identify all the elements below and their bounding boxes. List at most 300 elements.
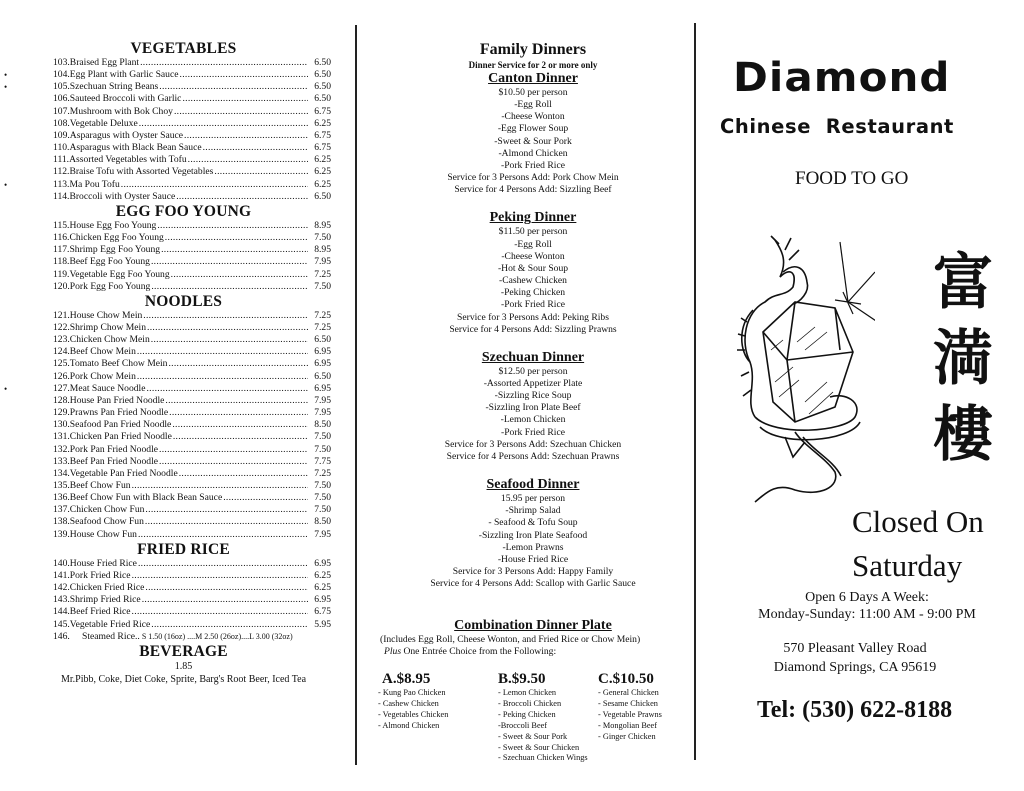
item-name: Shrimp Egg Foo Young <box>69 244 161 256</box>
leader-dots <box>157 220 308 232</box>
dinner-add-3: Service for 3 Persons Add: Pork Chow Mein <box>447 172 619 184</box>
menu-item <box>36 154 331 166</box>
dinner-add-4: Service for 4 Persons Add: Scallop with Garlic Sauce <box>430 578 636 590</box>
item-price: 7.50 <box>314 431 331 443</box>
item-price: 6.50 <box>314 69 331 81</box>
combo-price: C.$10.50 <box>598 671 654 687</box>
item-number: 122. <box>53 321 70 333</box>
leader-dots <box>165 395 308 407</box>
menu-item <box>36 606 331 618</box>
menu-item <box>36 334 331 346</box>
tagline: FOOD TO GO <box>795 168 909 189</box>
item-price: 6.95 <box>314 594 331 606</box>
menu-item <box>36 516 331 528</box>
dinner-price: 15.95 per person <box>500 493 566 505</box>
dinner-item: -Egg Roll <box>514 238 552 250</box>
dinner-title: Seafood Dinner <box>486 477 580 493</box>
hours-line1: Open 6 Days A Week: <box>805 590 929 605</box>
dinner-title: Szechuan Dinner <box>481 349 585 365</box>
leader-dots <box>174 106 308 118</box>
leader-dots <box>168 358 308 370</box>
item-name: Tomato Beef Chow Mein <box>69 358 168 370</box>
beverage-title: BEVERAGE <box>139 642 228 660</box>
item-name: Vegetable Egg Foo Young <box>69 268 170 280</box>
item-number: 126. <box>53 370 70 382</box>
item-name: Beef Chow Fun with Black Bean Sauce <box>69 492 223 504</box>
item-number: 112. <box>53 166 70 178</box>
item-number: 125. <box>53 358 70 370</box>
dinner-item: -Pork Fried Rice <box>501 159 565 171</box>
dinner-item: -House Fried Rice <box>497 553 569 565</box>
item-price: 5.95 <box>314 618 331 630</box>
menu-item <box>36 191 331 203</box>
dinner-item: -Pork Fried Rice <box>501 299 565 311</box>
combo-item: - Lemon Chicken <box>498 688 557 697</box>
leader-dots <box>214 166 308 178</box>
item-name: Beef Pan Fried Noodle <box>69 455 158 467</box>
item-number: 136. <box>53 492 70 504</box>
combination-note-plus <box>372 646 694 658</box>
beverage-price: 1.85 <box>174 660 193 672</box>
dinner-item: -Shrimp Salad <box>505 505 561 517</box>
menu-item <box>36 220 331 232</box>
leader-dots <box>139 118 308 130</box>
menu-item <box>36 594 331 606</box>
spicy-marker-icon: • <box>4 70 8 81</box>
combo-option <box>378 670 448 732</box>
leader-dots <box>147 322 308 334</box>
combo-option <box>498 670 588 764</box>
item-number: 124. <box>53 346 70 358</box>
item-name: Chicken Fried Rice <box>69 582 145 594</box>
menu-item <box>36 244 331 256</box>
item-price: 8.50 <box>314 516 331 528</box>
menu-item <box>36 346 331 358</box>
item-name: House Fried Rice <box>69 557 137 569</box>
leader-dots <box>171 269 308 281</box>
dinner-item: - Seafood & Tofu Soup <box>488 517 578 529</box>
item-price: 6.75 <box>314 129 331 141</box>
item-name: Asparagus with Oyster Sauce <box>69 129 184 141</box>
family-dinners-column <box>372 40 694 590</box>
leader-dots <box>146 383 308 395</box>
menu-item <box>36 358 331 370</box>
item-name: Chicken Egg Foo Young <box>69 232 164 244</box>
item-name: Sauteed Broccoli with Garlic <box>69 93 182 105</box>
item-price: 6.75 <box>314 142 331 154</box>
item-number: 120. <box>53 280 70 292</box>
menu-item <box>36 570 331 582</box>
item-number: 129. <box>53 407 70 419</box>
leader-dots <box>132 570 308 582</box>
section-title: FRIED RICE <box>137 540 230 558</box>
menu-item <box>36 395 331 407</box>
item-number: 117. <box>53 244 70 256</box>
item-price: 7.25 <box>314 467 331 479</box>
menu-item <box>36 310 331 322</box>
menu-item <box>36 256 331 268</box>
item-price: 6.95 <box>314 358 331 370</box>
item-name: Chicken Chow Mein <box>69 334 150 346</box>
item-price: 6.50 <box>314 81 331 93</box>
leader-dots <box>173 431 308 443</box>
item-name: Asparagus with Black Bean Sauce <box>69 142 202 154</box>
menu-item <box>36 281 331 293</box>
item-name: Pork Chow Mein <box>69 370 136 382</box>
item-price: 7.50 <box>314 480 331 491</box>
leader-dots <box>121 179 308 191</box>
item-number: 119. <box>53 268 70 280</box>
dinner-item: -Cashew Chicken <box>499 275 567 287</box>
item-number: 103. <box>53 57 70 68</box>
leader-dots <box>151 256 308 268</box>
item-number: 118. <box>53 256 70 268</box>
item-number: 133. <box>53 455 70 467</box>
dragon-diamond-illustration <box>735 232 875 507</box>
item-price: 7.50 <box>314 492 331 504</box>
menu-item <box>36 558 331 570</box>
combo-item: -Broccoli Beef <box>498 720 548 730</box>
column-divider-left <box>355 25 357 765</box>
item-price: 6.50 <box>314 334 331 346</box>
item-price: 8.95 <box>314 219 331 231</box>
leader-dots <box>172 419 308 431</box>
item-price: 7.25 <box>314 309 331 321</box>
closed-notice-line2: Saturday <box>852 548 963 583</box>
item-number: 143. <box>53 594 70 606</box>
item-name: Szechuan String Beans <box>69 81 159 93</box>
item-name: Egg Plant with Garlic Sauce <box>69 69 179 81</box>
dinner-item: -Sweet & Sour Pork <box>494 135 572 147</box>
item-price: 6.95 <box>314 382 331 394</box>
dinner-item: -Peking Chicken <box>500 287 566 299</box>
section-title: VEGETABLES <box>130 40 237 57</box>
leader-dots <box>179 468 308 480</box>
phone-number[interactable]: Tel: (530) 622-8188 <box>757 697 953 723</box>
dinner-item: -Sizzling Iron Plate Seafood <box>478 529 588 541</box>
item-name: House Chow Fun <box>69 528 137 540</box>
leader-dots <box>137 371 308 383</box>
leader-dots <box>182 93 308 105</box>
item-price: 6.95 <box>314 346 331 358</box>
dinner-item: -Cheese Wonton <box>501 111 565 123</box>
chinese-char-2: 満 <box>933 324 993 394</box>
item-name: Beef Egg Foo Young <box>69 256 150 268</box>
item-price: 6.50 <box>314 93 331 105</box>
leader-dots <box>159 456 308 468</box>
beverage-list: Mr.Pibb, Coke, Diet Coke, Sprite, Barg's Root Beer, Iced Tea <box>60 673 307 685</box>
dragon-icon <box>735 232 875 507</box>
combo-item: - Peking Chicken <box>498 709 556 719</box>
leader-dots <box>151 334 308 346</box>
item-name: Chicken Chow Fun <box>69 504 145 516</box>
item-name: Vegetable Pan Fried Noodle <box>69 467 178 479</box>
menu-item <box>36 419 331 431</box>
item-price: 8.50 <box>314 419 331 431</box>
dinner-add-3: Service for 3 Persons Add: Peking Ribs <box>457 311 609 323</box>
leader-dots <box>169 407 308 419</box>
leader-dots <box>138 529 308 541</box>
item-number: 105. <box>53 81 70 93</box>
dinners-list <box>372 71 694 590</box>
menu-item <box>4 382 331 395</box>
item-number: 121. <box>53 309 70 321</box>
leader-dots <box>145 516 308 528</box>
combo-item: - Broccoli Chicken <box>498 698 562 708</box>
item-number: 115. <box>53 219 70 231</box>
menu-item <box>4 69 331 81</box>
item-price: 6.50 <box>314 190 331 202</box>
spicy-marker-icon: • <box>4 179 8 190</box>
item-number: 144. <box>53 606 70 618</box>
combination-options <box>372 670 694 770</box>
item-number: 110. <box>53 142 70 154</box>
dinner-add-3: Service for 3 Persons Add: Happy Family <box>452 566 614 577</box>
family-dinners-subtitle: Dinner Service for 2 or more only <box>468 60 598 70</box>
item-number: 116. <box>53 232 70 244</box>
item-number: 109. <box>53 129 70 141</box>
item-number: 107. <box>53 105 70 117</box>
dinner-add-4: Service for 4 Persons Add: Szechuan Prawns <box>446 450 620 462</box>
item-number: 135. <box>53 480 70 491</box>
combo-item: - Vegetable Prawns <box>598 709 662 719</box>
menu-item <box>36 407 331 419</box>
combo-item: - Szechuan Chicken Wings <box>498 753 588 763</box>
combo-item: - Sweet & Sour Chicken <box>498 742 580 752</box>
item-name: Braised Egg Plant <box>69 57 140 68</box>
restaurant-subtitle: Chinese Restaurant <box>720 115 954 138</box>
menu-item <box>36 468 331 480</box>
item-number: 145. <box>53 618 70 630</box>
closed-notice-line1: Closed On <box>852 504 984 539</box>
menu-item-steamed-rice <box>36 631 331 643</box>
dinner-block <box>372 477 694 590</box>
plus-italic: Plus <box>384 645 402 657</box>
menu-item <box>4 81 331 93</box>
menu-item <box>36 166 331 178</box>
item-name: Pork Fried Rice <box>69 569 131 581</box>
leader-dots <box>176 191 308 203</box>
item-number: 146. <box>53 630 70 642</box>
combo-item: - Mongolian Beef <box>598 720 657 730</box>
section-title: EGG FOO YOUNG <box>115 202 252 220</box>
dinner-block <box>372 350 694 463</box>
column-divider-right <box>694 23 696 760</box>
item-number: 141. <box>53 569 70 581</box>
dinner-item: -Lemon Chicken <box>500 414 566 426</box>
leader-dots <box>188 154 308 166</box>
menu-item <box>36 582 331 594</box>
item-number: 140. <box>53 557 70 569</box>
address <box>730 639 980 677</box>
combination-note: (Includes Egg Roll, Cheese Wonton, and Fried Rice or Chow Mein) <box>380 634 641 645</box>
item-number: 111. <box>53 154 70 166</box>
leader-dots <box>140 57 308 69</box>
menu-item <box>36 322 331 334</box>
item-number: 123. <box>53 334 70 346</box>
leader-dots <box>145 582 308 594</box>
combo-item: - Sweet & Sour Pork <box>498 731 568 741</box>
dinner-item: -Lemon Prawns <box>502 541 564 553</box>
item-name: House Egg Foo Young <box>69 219 157 231</box>
menu-item <box>36 57 331 69</box>
item-price: 6.50 <box>314 57 331 68</box>
item-name: Pork Egg Foo Young <box>69 280 151 292</box>
dinner-item: -Pork Fried Rice <box>501 426 565 438</box>
item-price: 7.25 <box>314 268 331 280</box>
combo-price: A.$8.95 <box>382 671 431 687</box>
item-name: Steamed Rice.. <box>82 630 140 642</box>
chinese-char-3: 樓 <box>933 400 993 470</box>
dinner-block <box>372 210 694 335</box>
leader-dots <box>159 444 308 456</box>
restaurant-name: Diamond <box>733 55 951 101</box>
item-name: Seafood Chow Fun <box>69 516 144 528</box>
item-price: 7.95 <box>314 394 331 406</box>
combo-item: - Sesame Chicken <box>598 698 658 708</box>
item-price: 7.50 <box>314 280 331 292</box>
combo-item: - General Chicken <box>598 688 659 697</box>
item-name: Mushroom with Bok Choy <box>69 105 173 117</box>
item-price: 7.95 <box>314 528 331 540</box>
item-number: 130. <box>53 419 70 431</box>
menu-item <box>36 431 331 443</box>
menu-item <box>36 529 331 541</box>
plus-rest: One Entrée Choice from the Following: <box>401 645 557 657</box>
item-name: House Chow Mein <box>69 309 143 321</box>
item-price: 6.50 <box>314 370 331 382</box>
leader-dots <box>142 594 308 606</box>
dinner-item: -Almond Chicken <box>498 147 568 159</box>
menu-item <box>36 504 331 516</box>
item-price: 7.95 <box>314 407 331 419</box>
item-price: 7.50 <box>314 232 331 244</box>
item-name: Beef Chow Fun <box>69 480 131 491</box>
address-line1: 570 Pleasant Valley Road <box>783 641 927 656</box>
leader-dots <box>151 619 308 631</box>
leader-dots <box>138 558 308 570</box>
item-number: 128. <box>53 394 70 406</box>
menu-item <box>36 480 331 492</box>
address-line2: Diamond Springs, CA 95619 <box>773 660 937 675</box>
leader-dots <box>159 81 308 93</box>
dinner-item: -Hot & Sour Soup <box>497 262 569 274</box>
combo-item: - Vegetables Chicken <box>378 709 449 719</box>
spicy-marker-icon: • <box>4 383 8 394</box>
item-number: 132. <box>53 443 70 455</box>
item-name: Meat Sauce Noodle <box>69 382 146 394</box>
hours <box>732 589 1002 623</box>
item-name: Seafood Pan Fried Noodle <box>69 419 172 431</box>
leader-dots <box>161 244 308 256</box>
combo-item: - Cashew Chicken <box>378 698 439 708</box>
dinner-title: Canton Dinner <box>488 71 578 86</box>
item-name: Broccoli with Oyster Sauce <box>69 190 176 202</box>
item-number: 137. <box>53 504 70 516</box>
menu-item <box>36 444 331 456</box>
dinner-item: -Egg Flower Soup <box>497 123 569 135</box>
item-price: 8.95 <box>314 244 331 256</box>
leader-dots <box>180 69 309 81</box>
leader-dots <box>132 480 308 492</box>
item-price: 6.75 <box>314 606 331 618</box>
leader-dots <box>132 606 308 618</box>
dinner-item: -Cheese Wonton <box>501 250 565 262</box>
combination-title: Combination Dinner Plate <box>454 618 612 633</box>
combination-section <box>372 618 694 657</box>
item-price: 6.75 <box>314 105 331 117</box>
item-number: 108. <box>53 117 70 129</box>
dinner-price: $10.50 per person <box>498 87 568 98</box>
leader-dots <box>151 281 308 293</box>
dinner-item: -Assorted Appetizer Plate <box>483 377 583 389</box>
item-price: 6.25 <box>314 166 331 178</box>
menu-item <box>36 269 331 281</box>
menu-item <box>36 106 331 118</box>
menu-left-column <box>4 40 331 686</box>
item-name: Ma Pou Tofu <box>69 178 120 190</box>
item-number: 142. <box>53 582 70 594</box>
item-sizes: S 1.50 (16oz) ....M 2.50 (26oz)....L 3.00 (32oz) <box>141 631 293 641</box>
family-dinners-title: Family Dinners <box>479 41 587 58</box>
item-name: Chicken Pan Fried Noodle <box>69 431 172 443</box>
item-name: Braise Tofu with Assorted Vegetables <box>69 166 214 178</box>
combo-item: - Kung Pao Chicken <box>378 688 446 697</box>
item-price: 6.25 <box>314 582 331 594</box>
item-price: 7.75 <box>314 455 331 467</box>
menu-item <box>36 619 331 631</box>
menu-item <box>36 142 331 154</box>
item-price: 6.25 <box>314 117 331 129</box>
combo-option <box>598 670 662 743</box>
leader-dots <box>184 130 308 142</box>
menu-item <box>36 130 331 142</box>
combo-price: B.$9.50 <box>498 671 546 687</box>
leader-dots <box>203 142 308 154</box>
leader-dots <box>223 492 308 504</box>
leader-dots <box>165 232 308 244</box>
item-name: Pork Pan Fried Noodle <box>69 443 159 455</box>
item-number: 114. <box>53 190 70 202</box>
dinner-price: $12.50 per person <box>498 365 568 377</box>
dinner-item: -Sizzling Iron Plate Beef <box>485 402 581 414</box>
chinese-char-1: 富 <box>933 248 993 318</box>
item-name: House Pan Fried Noodle <box>69 394 165 406</box>
dinner-item: -Sizzling Rice Soup <box>494 390 572 402</box>
chinese-name <box>928 245 1000 473</box>
dinner-add-4: Service for 4 Persons Add: Sizzling Beef <box>454 184 612 196</box>
item-price: 6.25 <box>314 178 331 190</box>
item-name: Beef Chow Mein <box>69 346 136 358</box>
item-price: 7.25 <box>314 321 331 333</box>
leader-dots <box>143 310 308 322</box>
menu-item <box>36 492 331 504</box>
item-number: 131. <box>53 431 70 443</box>
item-number: 106. <box>53 93 70 105</box>
item-number: 104. <box>53 69 70 81</box>
menu-item <box>36 232 331 244</box>
combo-item: - Almond Chicken <box>378 720 440 730</box>
item-number: 139. <box>53 528 70 540</box>
dinner-block <box>372 71 694 196</box>
menu-item <box>36 118 331 130</box>
item-price: 6.95 <box>314 557 331 569</box>
hours-line2: Monday-Sunday: 11:00 AM - 9:00 PM <box>758 607 976 622</box>
menu-item <box>4 178 331 191</box>
item-name: Shrimp Fried Rice <box>69 594 141 606</box>
dinner-add-3: Service for 3 Persons Add: Szechuan Chicken <box>444 438 622 450</box>
item-price: 7.50 <box>314 443 331 455</box>
